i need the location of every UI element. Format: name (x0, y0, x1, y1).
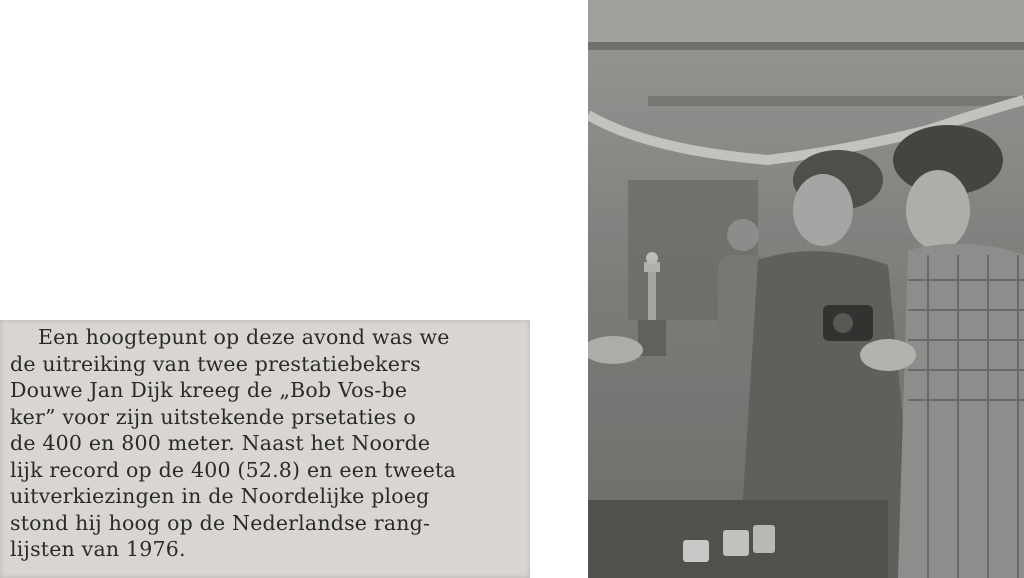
article-line: Een hoogtepunt op deze avond was we (38, 325, 450, 349)
article-line: de uitreiking van twee prestatiebekers (10, 351, 421, 376)
photo-illustration (588, 0, 1024, 578)
article-text (0, 320, 530, 563)
article-line: lijk record op de 400 (52.8) en een tweeta (10, 457, 456, 482)
newspaper-clipping (0, 320, 530, 578)
article-line: uitverkiezingen in de Noordelijke ploeg (10, 484, 430, 508)
article-line: Douwe Jan Dijk kreeg de „Bob Vos-be (10, 378, 408, 402)
article-line: de 400 en 800 meter. Naast het Noorde (10, 431, 431, 455)
article-line: stond hij hoog op de Nederlandse rang- (10, 510, 431, 535)
newspaper-photo (588, 0, 1024, 578)
article-line: lijsten van 1976. (10, 537, 186, 561)
article-line: ker” voor zijn uitstekende prsetaties o (10, 404, 416, 429)
